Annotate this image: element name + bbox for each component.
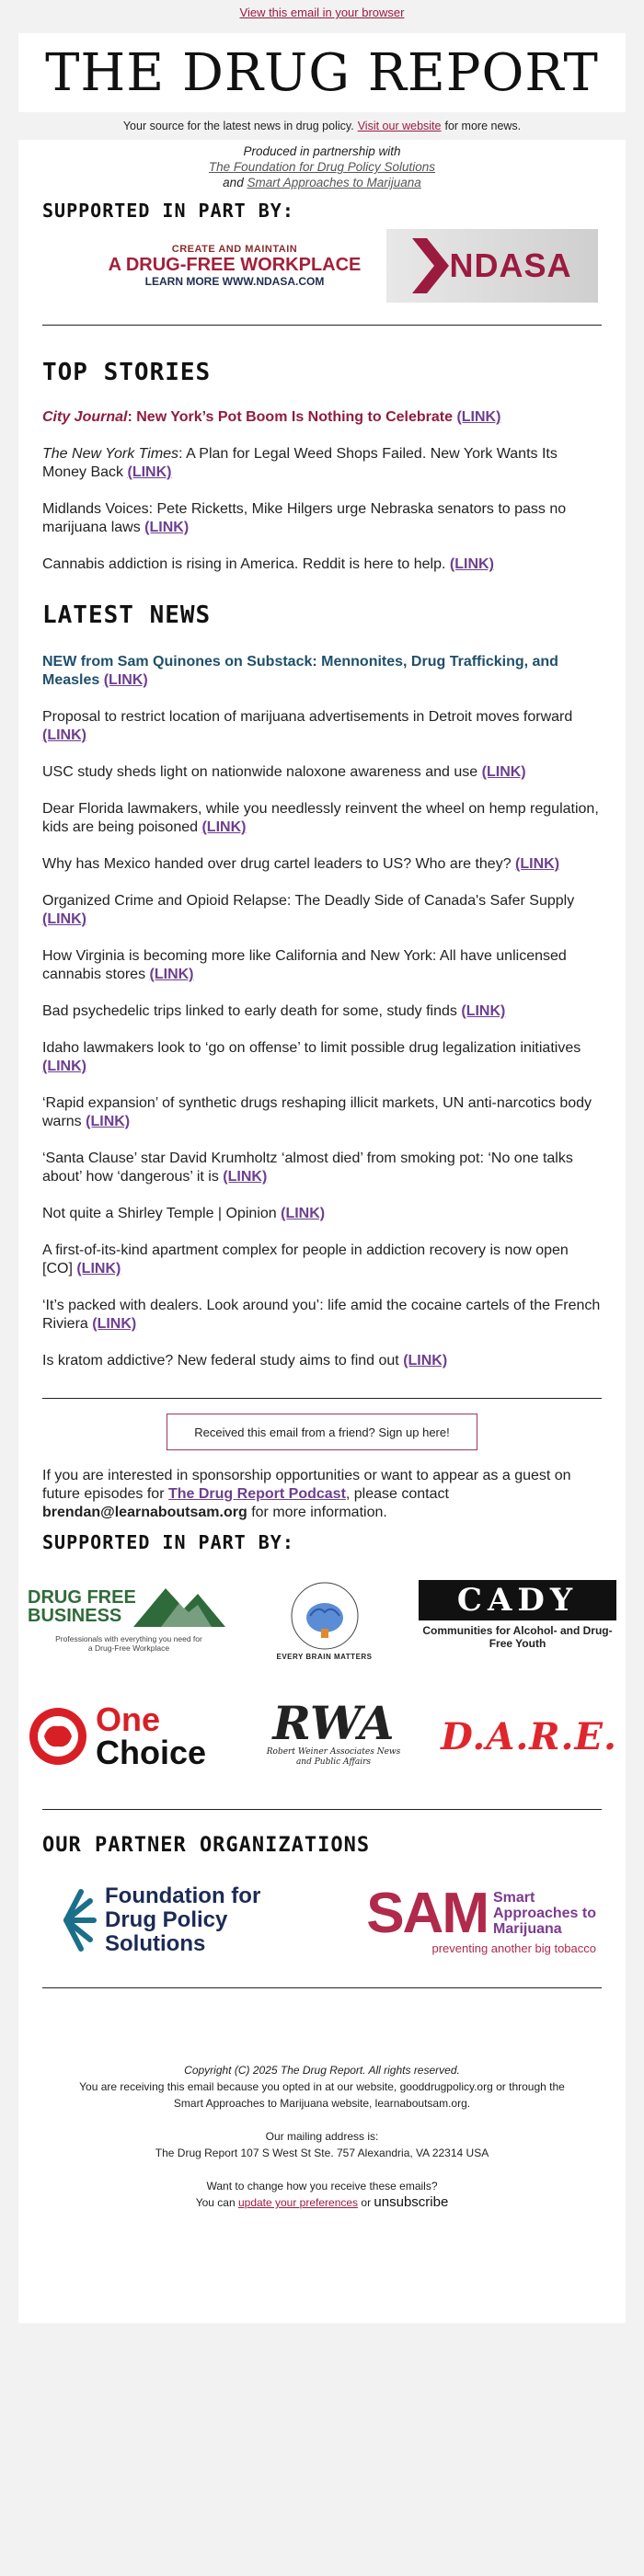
list-item xyxy=(42,1150,602,1186)
cady-title: CADY xyxy=(419,1580,616,1620)
story-link[interactable]: (LINK) xyxy=(86,1114,131,1129)
dare-logo[interactable] xyxy=(442,1700,616,1773)
story-link[interactable]: (LINK) xyxy=(103,672,148,688)
partners-heading: OUR PARTNER ORGANIZATIONS xyxy=(42,1834,371,1857)
list-item xyxy=(42,800,602,837)
sponsor-text: If you are interested in sponsorship opportunities or want to appear as a guest on future episodes for xyxy=(42,1468,571,1502)
sam-sub1: Smart xyxy=(492,1890,535,1906)
latest-news-list xyxy=(18,653,626,1370)
dare-title: D.A.R.E. xyxy=(441,1714,617,1758)
sam-logo[interactable] xyxy=(366,1881,596,1955)
story-source: City Journal xyxy=(42,409,128,425)
fdps-link[interactable]: The Foundation for Drug Policy Solutions xyxy=(208,160,436,174)
story-text: Proposal to restrict location of marijuana advertisements in Detroit moves forward xyxy=(42,709,573,725)
story-link[interactable]: (LINK) xyxy=(449,556,494,572)
list-item xyxy=(42,408,602,427)
every-brain-matters-logo[interactable] xyxy=(274,1574,375,1666)
ndasa-banner[interactable] xyxy=(83,229,598,303)
story-text: Dear Florida lawmakers, while you needlessly reinvent the wheel on hemp regulation, kids are being poisoned xyxy=(42,801,599,835)
footer-reason-2: Smart Approaches to Marijuana website, learnaboutsam.org. xyxy=(173,2097,471,2110)
footer xyxy=(18,2062,626,2211)
sam-sub2: Approaches to xyxy=(492,1906,596,1921)
latest-news-heading: LATEST NEWS xyxy=(42,601,212,629)
story-link[interactable]: (LINK) xyxy=(481,764,526,780)
list-item xyxy=(42,1094,602,1131)
onechoice-line2: Choice xyxy=(96,1734,207,1771)
list-item xyxy=(42,1002,602,1021)
footer-reason-1: You are receiving this email because you opted in at our website, gooddrugpolicy.org or through the xyxy=(79,2080,565,2093)
update-preferences-link[interactable]: update your preferences xyxy=(237,2196,359,2209)
mailing-label: Our mailing address is: xyxy=(265,2130,379,2143)
sponsorship-note xyxy=(18,1467,626,1522)
fdps-logo[interactable] xyxy=(59,1884,289,1956)
tagline-text: Your source for the latest news in drug policy. xyxy=(122,120,354,132)
prefs-can: You can xyxy=(195,2196,236,2209)
story-text: Idaho lawmakers look to ‘go on offense’ to limit possible drug legalization initiatives xyxy=(42,1040,581,1056)
partner-logos xyxy=(18,1879,626,1962)
sponsor-row-2 xyxy=(18,1697,626,1776)
prefs-or: or xyxy=(361,2196,372,2209)
sam-tagline: preventing another big tobacco xyxy=(431,1941,596,1955)
story-link[interactable]: (LINK) xyxy=(223,1169,268,1185)
onechoice-line1: One xyxy=(96,1700,161,1738)
unsubscribe-link[interactable]: unsubscribe xyxy=(374,2194,449,2210)
story-text: ‘It’s packed with dealers. Look around you’: life amid the cocaine cartels of the French Riviera xyxy=(42,1298,601,1332)
podcast-link[interactable]: The Drug Report Podcast xyxy=(167,1486,346,1502)
story-link[interactable]: (LINK) xyxy=(403,1353,448,1368)
list-item xyxy=(42,892,602,929)
story-link[interactable]: (LINK) xyxy=(281,1206,326,1221)
sponsor-row-1 xyxy=(18,1574,626,1666)
drug-free-business-logo[interactable] xyxy=(28,1581,230,1658)
website-link[interactable]: Visit our website xyxy=(357,120,442,132)
rwa-title: RWA xyxy=(272,1696,395,1750)
ebm-text: EVERY BRAIN MATTERS xyxy=(276,1652,373,1661)
story-text: How Virginia is becoming more like California and New York: All have unlicensed cannabis stores xyxy=(42,948,567,982)
sponsor-text-mid: , please contact xyxy=(345,1486,449,1502)
list-item xyxy=(42,1039,602,1076)
story-link[interactable]: (LINK) xyxy=(201,819,247,835)
fdps-burst-icon xyxy=(59,1888,98,1952)
dfb-line1: DRUG FREE xyxy=(28,1587,136,1608)
tagline xyxy=(0,112,644,140)
main-content xyxy=(18,140,626,2323)
story-link[interactable]: (LINK) xyxy=(42,727,86,743)
story-text: A first-of-its-kind apartment complex for people in addiction recovery is now open [CO] xyxy=(42,1242,569,1277)
story-text: Why has Mexico handed over drug cartel leaders to US? Who are they? xyxy=(42,856,512,872)
brain-icon xyxy=(288,1579,362,1653)
cady-logo[interactable] xyxy=(419,1580,616,1659)
top-stories-heading: TOP STORIES xyxy=(42,359,212,386)
contact-email: brendan@learnaboutsam.org xyxy=(42,1505,247,1520)
story-link[interactable]: (LINK) xyxy=(144,520,190,535)
story-text: Midlands Voices: Pete Ricketts, Mike Hilgers urge Nebraska senators to pass no marijuana laws xyxy=(42,501,567,535)
sam-link[interactable]: Smart Approaches to Marijuana xyxy=(247,176,421,189)
sam-title: SAM xyxy=(366,1881,488,1945)
list-item xyxy=(42,500,602,537)
preferences-line xyxy=(18,2194,626,2211)
sam-sub3: Marijuana xyxy=(492,1921,562,1937)
masthead xyxy=(18,33,626,112)
view-in-browser-link[interactable]: View this email in your browser xyxy=(239,6,405,19)
list-item xyxy=(42,1297,602,1334)
divider xyxy=(42,1987,602,1988)
list-item xyxy=(42,1205,602,1223)
list-item xyxy=(42,763,602,782)
list-item xyxy=(42,445,602,482)
story-text: Bad psychedelic trips linked to early death for some, study finds xyxy=(42,1003,457,1019)
partnership-intro: Produced in partnership with xyxy=(243,144,401,158)
supported-heading-2: SUPPORTED IN PART BY: xyxy=(42,1531,294,1553)
change-prompt: Want to change how you receive these emails? xyxy=(206,2180,438,2192)
view-in-browser-bar xyxy=(0,0,644,33)
story-link[interactable]: (LINK) xyxy=(515,856,560,872)
story-link[interactable]: (LINK) xyxy=(461,1003,506,1019)
dfb-line2: BUSINESS xyxy=(28,1606,122,1626)
partnership-and: and xyxy=(223,176,244,189)
dfb-sub: Professionals with everything you need for a Drug-Free Workplace xyxy=(55,1634,202,1653)
fdps-name: Foundation for Drug Policy Solutions xyxy=(105,1883,261,1956)
story-text: Is kratom addictive? New federal study aims to find out xyxy=(42,1353,399,1368)
list-item xyxy=(42,653,602,690)
story-link[interactable]: (LINK) xyxy=(127,464,172,480)
mountain-icon xyxy=(133,1581,225,1627)
story-text: Organized Crime and Opioid Relapse: The Deadly Side of Canada's Safer Supply xyxy=(42,893,575,909)
story-text: ‘Rapid expansion’ of synthetic drugs reshaping illicit markets, UN anti-narcotics body warns xyxy=(42,1095,592,1129)
list-item xyxy=(42,708,602,745)
signup-label: Received this email from a friend? Sign up here! xyxy=(194,1425,450,1439)
ndasa-chevron-icon xyxy=(412,238,449,293)
tagline-after: for more news. xyxy=(444,120,522,132)
divider xyxy=(42,1809,602,1810)
divider xyxy=(42,325,602,326)
sponsor-text-after: for more information. xyxy=(251,1505,387,1520)
story-link[interactable]: (LINK) xyxy=(149,967,194,982)
banner-line2: A DRUG-FREE WORKPLACE xyxy=(108,255,362,275)
mailing-address: The Drug Report 107 S West St Ste. 757 Alexandria, VA 22314 USA xyxy=(155,2147,489,2159)
ndasa-logo: NDASA xyxy=(449,246,572,284)
list-item xyxy=(42,1352,602,1370)
story-link[interactable]: (LINK) xyxy=(92,1316,137,1332)
signup-button[interactable] xyxy=(167,1414,477,1450)
story-link[interactable]: (LINK) xyxy=(76,1261,121,1277)
top-stories-list xyxy=(18,408,626,574)
story-link[interactable]: (LINK) xyxy=(42,911,86,927)
story-text: Cannabis addiction is rising in America. Reddit is here to help. xyxy=(42,556,446,572)
brain-red-icon xyxy=(28,1706,88,1767)
rwa-sub: Robert Weiner Associates News and Public Affairs xyxy=(266,1747,401,1767)
list-item xyxy=(42,947,602,984)
list-item xyxy=(42,1242,602,1278)
story-text: USC study sheds light on nationwide naloxone awareness and use xyxy=(42,764,478,780)
story-text: ‘Santa Clause’ star David Krumholtz ‘almost died’ from smoking pot: ‘No one talks about’ how ‘dangerous’ it is xyxy=(42,1151,573,1185)
story-text: Not quite a Shirley Temple | Opinion xyxy=(42,1206,277,1221)
banner-line1: CREATE AND MAINTAIN xyxy=(171,244,298,255)
copyright: Copyright (C) 2025 The Drug Report. All rights reserved. xyxy=(184,2064,460,2077)
list-item xyxy=(42,855,602,874)
divider xyxy=(42,1398,602,1399)
story-link[interactable]: (LINK) xyxy=(456,409,501,425)
cady-sub: Communities for Alcohol- and Drug-Free Youth xyxy=(422,1624,613,1650)
banner-line3: LEARN MORE WWW.NDASA.COM xyxy=(144,275,325,288)
rwa-logo[interactable] xyxy=(265,1696,403,1773)
story-link[interactable]: (LINK) xyxy=(42,1059,86,1074)
newsletter-title: THE DRUG REPORT xyxy=(45,42,599,103)
list-item xyxy=(42,555,602,574)
partnership-block xyxy=(18,140,626,190)
supported-heading: SUPPORTED IN PART BY: xyxy=(42,200,294,222)
one-choice-logo[interactable] xyxy=(28,1700,225,1773)
story-text: : New York’s Pot Boom Is Nothing to Celebrate xyxy=(127,409,453,425)
story-text: NEW from Sam Quinones on Substack: Mennonites, Drug Trafficking, and Measles xyxy=(42,654,558,688)
story-text: : A Plan for Legal Weed Shops Failed. New York Wants Its Money Back xyxy=(42,446,558,480)
story-source: The New York Times xyxy=(42,446,179,462)
